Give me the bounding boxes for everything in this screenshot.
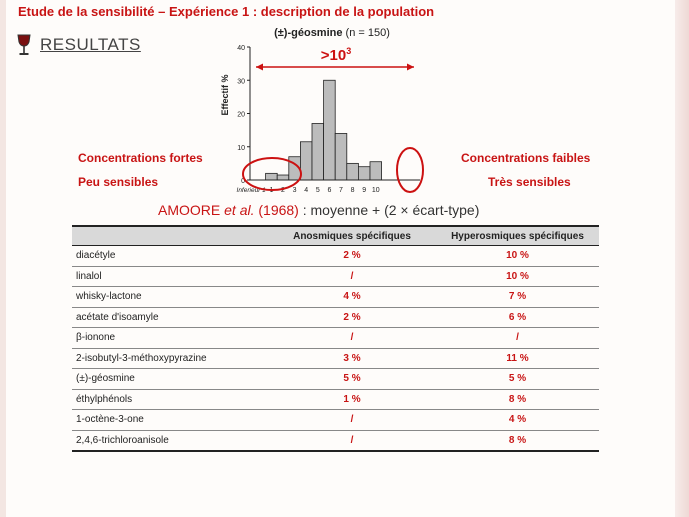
results-label: RESULTATS — [40, 35, 141, 54]
range-arrow-left-head — [256, 64, 263, 71]
anosmic-value: / — [268, 328, 436, 349]
slide-title: Etude de la sensibilité – Expérience 1 : description de la population — [18, 4, 435, 19]
table-row — [72, 410, 599, 431]
table-row — [72, 266, 599, 287]
anosmic-value: 2 % — [268, 246, 436, 267]
histogram-bar — [347, 163, 359, 180]
label-peu-sensibles: Peu sensibles — [78, 175, 159, 189]
hyperosmic-value: / — [436, 328, 599, 349]
range-arrow-right-head — [407, 64, 414, 71]
compound-name: 1-octène-3-one — [72, 410, 268, 431]
compound-name: whisky-lactone — [72, 287, 268, 308]
y-tick-label: 20 — [237, 111, 245, 119]
histogram — [212, 20, 432, 200]
table-row — [72, 328, 599, 349]
reference-text: : moyenne + — [298, 202, 385, 218]
table-header-compound — [72, 226, 268, 246]
hyperosmic-value: 7 % — [436, 287, 599, 308]
compound-name: β-ionone — [72, 328, 268, 349]
histogram-bar — [312, 123, 324, 180]
table-row — [72, 389, 599, 410]
x-tick-label: Inferieur 1 — [236, 187, 266, 194]
compound-name: 2,4,6-trichloroanisole — [72, 430, 268, 451]
hyperosmic-value: 8 % — [436, 389, 599, 410]
label-tres-sensibles: Très sensibles — [488, 175, 571, 189]
x-tick-label: 7 — [339, 187, 343, 194]
anosmic-value: 1 % — [268, 389, 436, 410]
hyperosmic-value: 10 % — [436, 266, 599, 287]
reference-etal: et al. — [224, 202, 255, 218]
x-tick-label: 4 — [304, 187, 309, 194]
y-tick-label: 40 — [237, 45, 245, 52]
x-tick-label: 8 — [350, 187, 355, 194]
range-annotation-base: >10 — [320, 47, 347, 64]
high-sensitivity-highlight — [397, 148, 423, 192]
table-header-row — [72, 226, 599, 246]
range-annotation-exponent: 3 — [346, 46, 352, 56]
hyperosmic-value: 5 % — [436, 369, 599, 390]
y-tick-label: 30 — [237, 78, 245, 86]
y-tick-label: 0 — [241, 178, 245, 185]
anosmic-value: 5 % — [268, 369, 436, 390]
table-row — [72, 369, 599, 390]
x-tick-label: 9 — [362, 187, 367, 194]
table-row — [72, 348, 599, 369]
y-tick-label: 10 — [237, 144, 245, 152]
histogram-bar — [370, 162, 382, 180]
table-header-anosmic: Anosmiques spécifiques — [268, 226, 436, 246]
chart-title-bold: (±)-géosmine — [274, 27, 343, 39]
anosmic-value: 3 % — [268, 348, 436, 369]
hyperosmic-value: 11 % — [436, 348, 599, 369]
anosmic-value: / — [268, 410, 436, 431]
compound-name: linalol — [72, 266, 268, 287]
wine-glass-icon — [16, 34, 32, 56]
left-border — [0, 0, 6, 517]
histogram-bar — [277, 175, 289, 180]
reference-author: AMOORE — [158, 202, 221, 218]
label-concentrations-faibles: Concentrations faibles — [461, 151, 591, 165]
x-tick-label: 6 — [327, 187, 332, 194]
histogram-bar — [324, 80, 336, 180]
reference-line — [158, 202, 479, 218]
compound-name: acétate d'isoamyle — [72, 307, 268, 328]
compound-name: éthylphénols — [72, 389, 268, 410]
anosmic-value: 4 % — [268, 287, 436, 308]
x-tick-label: 3 — [292, 187, 297, 194]
compound-name: diacétyle — [72, 246, 268, 267]
hyperosmic-value: 8 % — [436, 430, 599, 451]
x-tick-label: 5 — [315, 187, 320, 194]
histogram-bar — [358, 167, 370, 180]
anosmic-value: / — [268, 266, 436, 287]
compound-name: (±)-géosmine — [72, 369, 268, 390]
reference-formula: (2 × écart-type) — [384, 202, 480, 218]
table-body — [72, 246, 599, 452]
anosmic-value: / — [268, 430, 436, 451]
anosmic-value: 2 % — [268, 307, 436, 328]
label-concentrations-fortes: Concentrations fortes — [78, 151, 203, 165]
hyperosmic-value: 10 % — [436, 246, 599, 267]
histogram-bar — [266, 173, 278, 180]
sensitivity-table — [72, 225, 599, 452]
table-row — [72, 287, 599, 308]
x-tick-label: 2 — [281, 187, 285, 194]
compound-name: 2-isobutyl-3-méthoxypyrazine — [72, 348, 268, 369]
x-tick-label: 1 — [269, 187, 274, 194]
hyperosmic-value: 4 % — [436, 410, 599, 431]
results-heading — [16, 34, 141, 56]
chart-title — [274, 27, 390, 39]
x-tick-label: 10 — [371, 187, 380, 194]
table-row — [72, 430, 599, 451]
hyperosmic-value: 6 % — [436, 307, 599, 328]
table-row — [72, 307, 599, 328]
table-row — [72, 246, 599, 267]
range-annotation — [321, 46, 351, 64]
chart-title-rest: (n = 150) — [342, 27, 390, 39]
right-border — [675, 0, 689, 517]
reference-year: (1968) — [258, 202, 299, 218]
table-header-hyperosmic: Hyperosmiques spécifiques — [436, 226, 599, 246]
y-axis-label: Effectif % — [220, 74, 230, 116]
histogram-bar — [335, 133, 347, 180]
histogram-bar — [300, 142, 312, 180]
